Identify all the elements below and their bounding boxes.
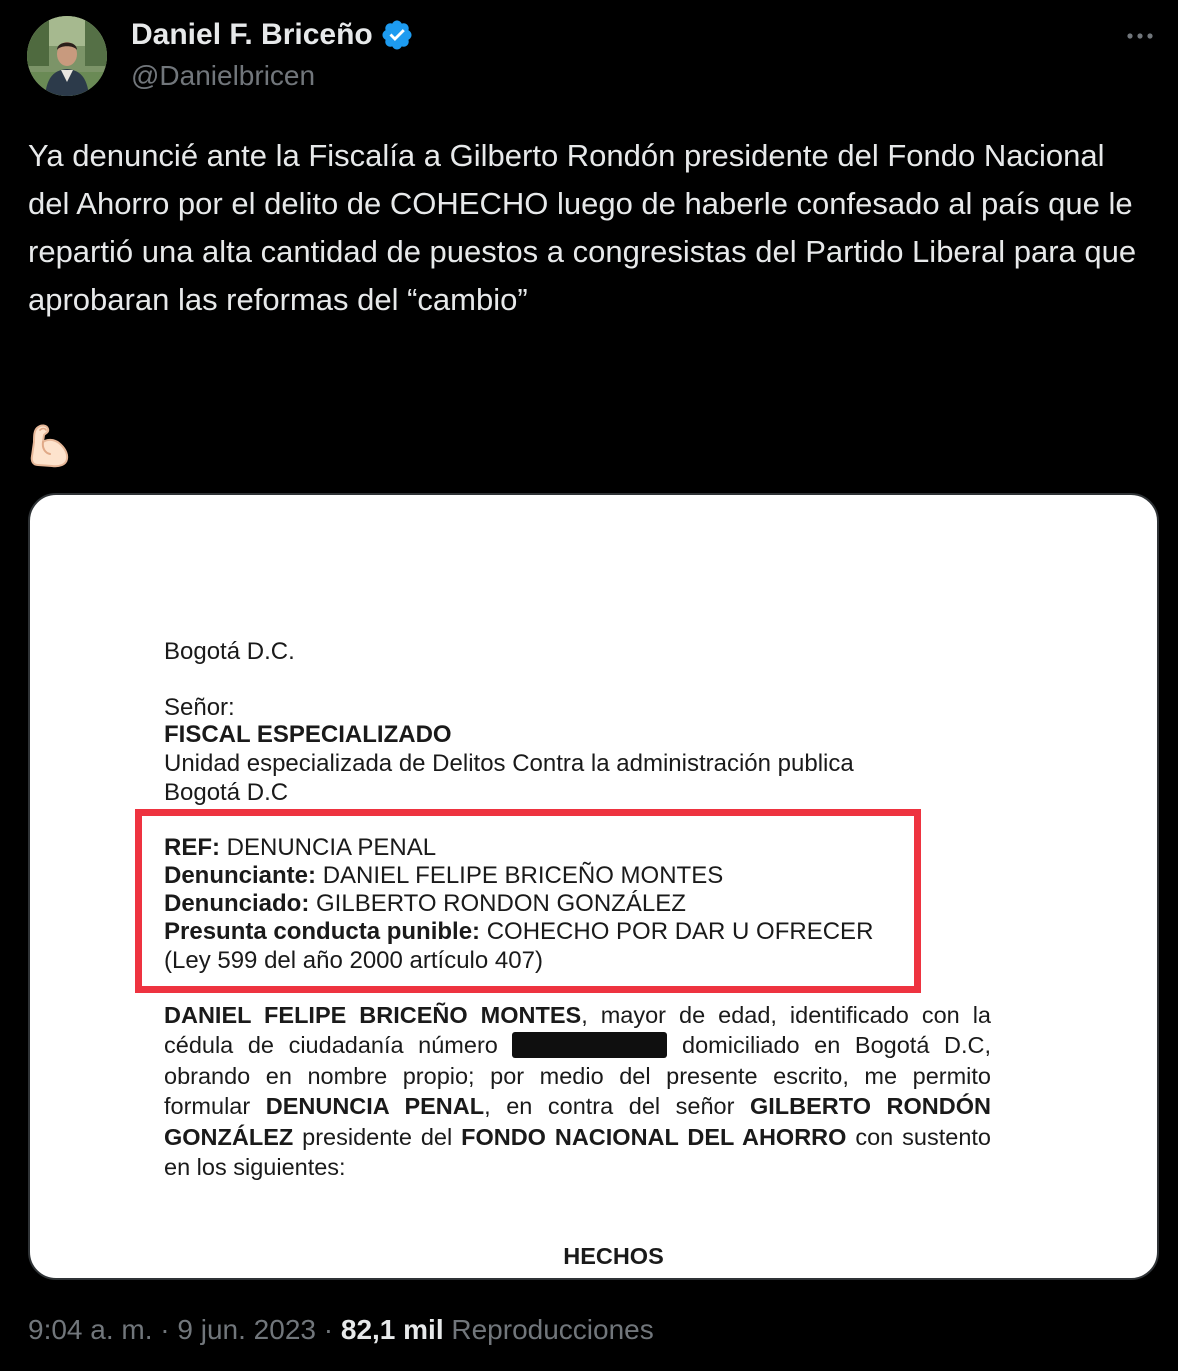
avatar[interactable] xyxy=(27,16,107,96)
doc-conducta-value: COHECHO POR DAR U OFRECER xyxy=(486,918,874,945)
doc-para-text-2: domiciliado en Bogotá D.C, obrando en nombre propio; por medio del presente escrito, me permito formular xyxy=(164,1032,991,1120)
views-count: 82,1 mil xyxy=(340,1314,444,1345)
doc-denunciante-value: DANIEL FELIPE BRICEÑO MONTES xyxy=(322,862,724,889)
doc-recipient-title: FISCAL ESPECIALIZADO xyxy=(164,721,452,748)
more-options-button[interactable] xyxy=(1117,18,1163,54)
tweet-meta xyxy=(28,1314,654,1346)
doc-para-name: DANIEL FELIPE BRICEÑO MONTES xyxy=(164,1002,582,1028)
views-label: Reproducciones xyxy=(443,1314,654,1345)
tweet-date[interactable]: 9 jun. 2023 xyxy=(177,1314,316,1345)
doc-ref-label: REF: xyxy=(164,834,220,861)
doc-hechos-heading: HECHOS xyxy=(563,1243,664,1269)
doc-ref-value: DENUNCIA PENAL xyxy=(226,834,437,861)
more-icon xyxy=(1117,18,1163,54)
tweet-time[interactable]: 9:04 a. m. xyxy=(28,1314,153,1345)
redacted-id xyxy=(512,1032,667,1058)
document-image xyxy=(30,495,1157,1278)
doc-conducta-line xyxy=(164,918,873,946)
doc-para-text-3: , en contra del señor xyxy=(484,1093,750,1120)
doc-conducta-label: Presunta conducta punible: xyxy=(164,918,481,945)
doc-denunciante-label: Denunciante: xyxy=(164,862,317,889)
doc-para-text-5: con sustento en los siguientes: xyxy=(164,1123,991,1181)
doc-salutation: Señor: xyxy=(164,694,235,721)
doc-para-denuncia: DENUNCIA PENAL xyxy=(265,1093,485,1120)
doc-denunciado-value: GILBERTO RONDON GONZÁLEZ xyxy=(316,890,686,917)
doc-recipient-unit: Unidad especializada de Delitos Contra la administración publica xyxy=(164,750,854,777)
meta-separator: · xyxy=(152,1314,178,1345)
doc-denunciante-line xyxy=(164,862,723,890)
meta-separator: · xyxy=(315,1314,341,1345)
doc-para-accused: GILBERTO RONDÓN GONZÁLEZ xyxy=(164,1093,991,1150)
doc-para-fondo: FONDO NACIONAL DEL AHORRO xyxy=(461,1123,847,1150)
tweet-media-image[interactable] xyxy=(28,493,1159,1280)
verified-badge-icon xyxy=(380,18,414,52)
doc-para-text-4: presidente del xyxy=(293,1123,462,1150)
doc-ley: (Ley 599 del año 2000 artículo 407) xyxy=(164,947,543,974)
author-handle[interactable]: @Danielbricen xyxy=(131,60,316,91)
doc-denunciado-label: Denunciado: xyxy=(164,890,310,917)
author-name-text[interactable]: Daniel F. Briceño xyxy=(131,18,373,51)
doc-para-text-1: , mayor de edad, identificado con la cédula de ciudadanía número xyxy=(164,1002,991,1059)
flexed-biceps-icon xyxy=(28,422,72,468)
doc-paragraph xyxy=(164,1000,991,1182)
doc-ref-line xyxy=(164,834,436,862)
doc-city: Bogotá D.C. xyxy=(164,638,295,665)
author-name[interactable] xyxy=(131,18,414,52)
doc-recipient-city: Bogotá D.C xyxy=(164,779,289,806)
tweet-text: Ya denuncié ante la Fiscalía a Gilberto Rondón presidente del Fondo Nacional del Ahorro por el delito de COHECHO luego de haberle confesado al país que le repartió una alta cantidad de puestos a congresistas del Partido Liberal para que aprobaran las reformas del “cambio” xyxy=(28,138,1137,317)
avatar-photo xyxy=(27,16,107,96)
doc-denunciado-line xyxy=(164,890,686,918)
